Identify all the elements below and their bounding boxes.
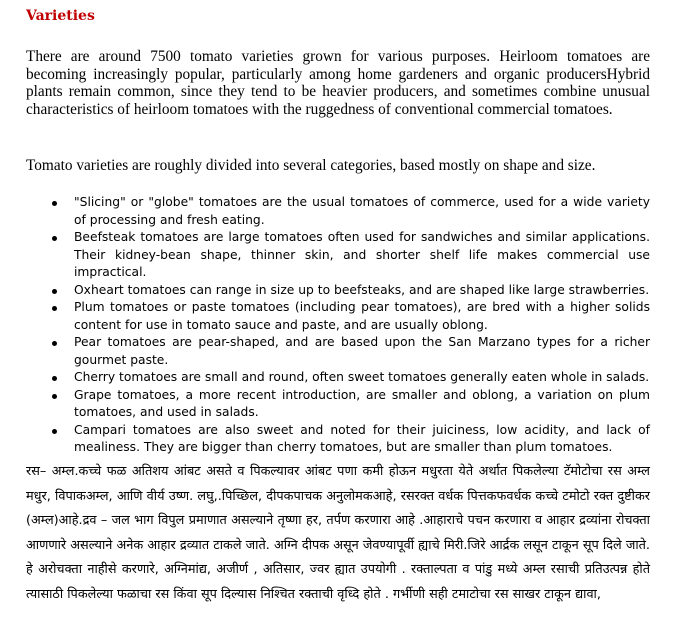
list-item — [26, 299, 650, 334]
list-item-text: Campari tomatoes are also sweet and noted for their juiciness, low acidity, and lack of mealiness. They are bigger than cherry tomatoes, but are smaller than plum tomatoes. — [74, 422, 650, 454]
varieties-list — [26, 194, 650, 457]
list-item — [26, 194, 650, 229]
list-item — [26, 229, 650, 282]
list-item-text: Pear tomatoes are pear-shaped, and are based upon the San Marzano types for a richer gourmet paste. — [74, 335, 650, 367]
bullet-icon — [52, 341, 57, 346]
list-item-text: Grape tomatoes, a more recent introduction, are smaller and oblong, a variation on plum tomatoes, and used in salads. — [74, 387, 650, 419]
list-item-text: Plum tomatoes or paste tomatoes (including pear tomatoes), are bred with a higher solids content for use in tomato sauce and paste, and are usually oblong. — [74, 300, 650, 332]
list-item — [26, 369, 650, 387]
list-item-text: "Slicing" or "globe" tomatoes are the usual tomatoes of commerce, used for a wide variety of processing and fresh eating. — [74, 195, 650, 227]
categories-paragraph: Tomato varieties are roughly divided into several categories, based mostly on shape and size. — [26, 157, 596, 174]
list-item — [26, 282, 650, 300]
bullet-icon — [52, 306, 57, 311]
list-item — [26, 422, 650, 457]
section-heading: Varieties — [26, 8, 95, 24]
list-item — [26, 387, 650, 422]
bullet-icon — [52, 201, 57, 206]
list-item-text: Cherry tomatoes are small and round, often sweet tomatoes generally eaten whole in salads. — [74, 370, 650, 384]
marathi-paragraph: रस– अम्ल.कच्चे फळ अतिशय आंबट असते व पिकल्यावर आंबट पणा कमी होऊन मधुरता येते अर्थात पिकलेल्या टॅमोटोचा रस अम्ल मधुर, विपाकअम्ल, आणि वीर्य उष्ण. लघु,.पिच्छिल, दीपकपाचक अनुलोमकआहे, रसरक्त वर्धक पित्तकफवर्धक कच्चे टमोटो रक्त दुष्टीकर (अम्ल)आहे.द्रव – जल भाग विपुल प्रमाणात असल्याने तृष्णा हर, तर्पण करणारा आहे .आहाराचे पचन करणारा व आहार द्रव्यांना रोचक्ता आणणारे असल्याने अनेक आहार द्रव्यात टाकले जाते. अग्नि दीपक असून जेवण्यापूर्वी ह्याचे मिरी.जिरे आर्द्रक लसून टाकून सूप दिले जाते. हे अरोचक्ता नाहीसे करणारे, अग्निमांद्य, अजीर्ण , अतिसार, ज्वर ह्यात उपयोगी . रक्ताल्पता व पांडु मध्ये अम्ल रसाची प्रतिउत्पन्न होते त्यासाठी पिकलेल्या फळाचा रस किंवा सूप दिल्यास निश्चित रक्ताची वृध्दि होते . गर्भीणी सही टमाटोचा रस साखर टाकून द्यावा, — [26, 464, 650, 602]
bullet-icon — [52, 236, 57, 241]
bullet-icon — [52, 376, 57, 381]
list-item-text: Oxheart tomatoes can range in size up to beefsteaks, and are shaped like large strawberries. — [74, 282, 650, 297]
bullet-icon — [52, 429, 57, 434]
bullet-icon — [52, 394, 57, 399]
list-item — [26, 334, 650, 369]
list-item-text: Beefsteak tomatoes are large tomatoes often used for sandwiches and similar applications. Their kidney-bean shape, thinner skin, and shorter shelf life makes commercial use impractical. — [74, 230, 650, 279]
bullet-icon — [52, 289, 57, 294]
intro-paragraph: There are around 7500 tomato varieties grown for various purposes. Heirloom tomatoes are becoming increasingly popular, particularly among home gardeners and organic producersHybrid plants remain common, since they tend to be heavier producers, and sometimes combine unusual characteristics of heirloom tomatoes with the ruggedness of conventional commercial tomatoes. — [26, 48, 650, 119]
